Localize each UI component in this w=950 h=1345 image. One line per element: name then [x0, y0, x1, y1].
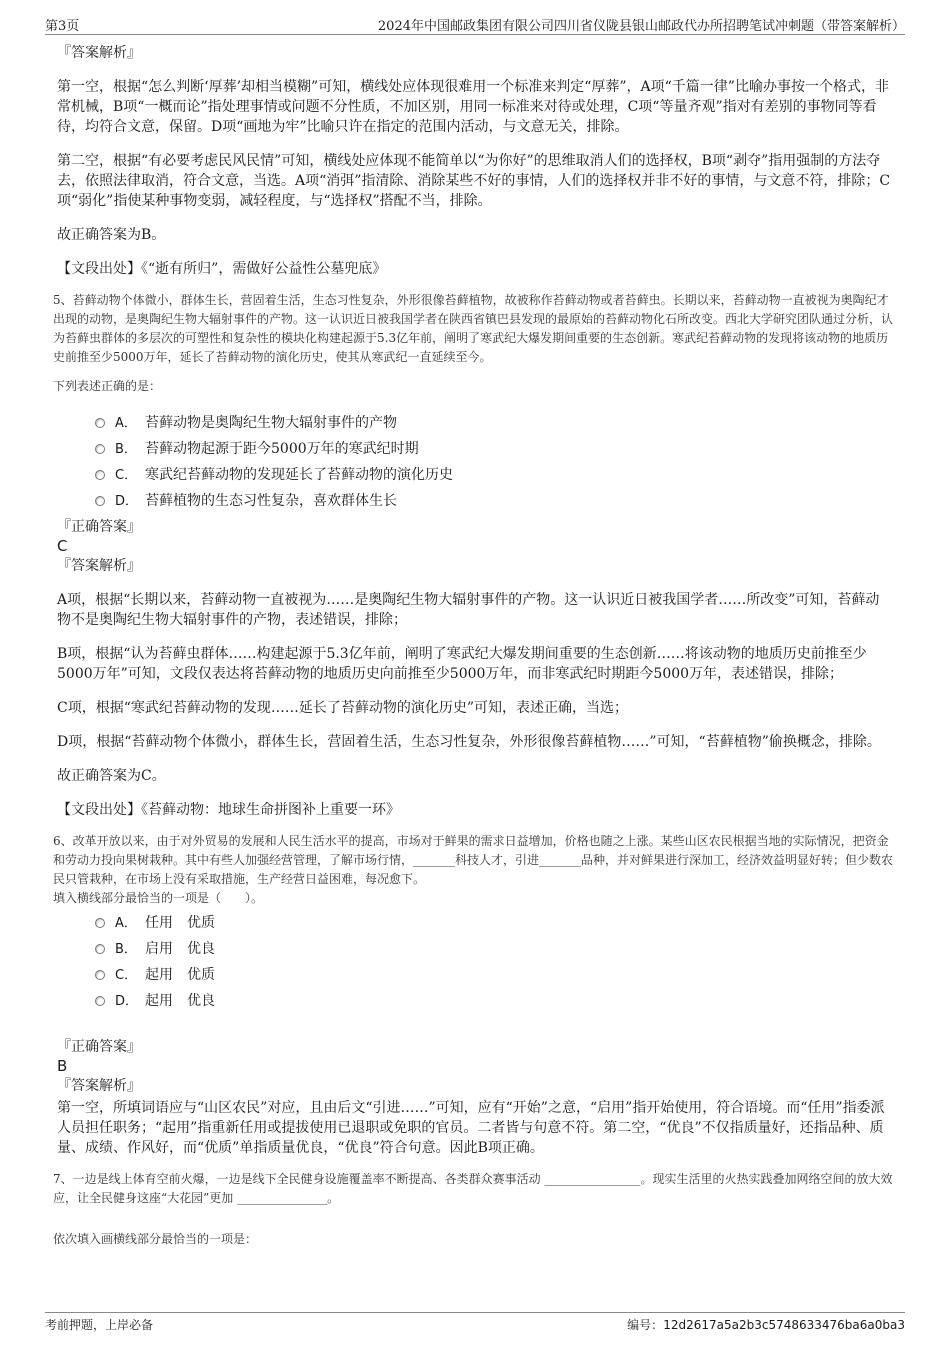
q4-analysis-paragraph: 第二空，根据“有必要考虑民风民情”可知，横线处应体现不能简单以“为你好”的思维取消人们的选择权，B项“剥夺”指用强制的方法夺去，依照法律取消，符合文意，当选。A项“消弭”指清除、消除某些不好的事情，人们的选择权并非不好的事情，与文意不符，排除；C项“弱化”指使某种事物变弱，减轻程度，与“选择权”搭配不当，排除。 — [57, 153, 891, 209]
footer-slogan: 考前押题，上岸必备 — [45, 1318, 154, 1332]
q6-prompt: 填入横线部分最恰当的一项是（ ）。 — [53, 891, 264, 905]
q6-analysis: 第一空，所填词语应与“山区农民”对应，且由后文“引进……”可知，应有“开始”之意，“启用”指开始使用，符合语境。而“任用”指委派人员担任职务；“起用”指重新任用或提拔使用已退职或免职的官员。二者皆与句意不符。第二空，“优良”不仅指质量好，还指品种、质量、成绩、作风好，而“优质”单指质量优良，“优良”符合句意。因此B项正确。 — [57, 1100, 885, 1156]
q4-source: 【文段出处】《“逝有所归”，需做好公益性公墓兜底》 — [57, 261, 387, 277]
document-code-value: 12d2617a5a2b3c5748633476ba6a0ba3 — [663, 1318, 905, 1332]
q5-option-c[interactable]: C． 寒武纪苔藓动物的发现延长了苔藓动物的演化历史 — [95, 462, 893, 488]
radio-button[interactable] — [95, 418, 105, 428]
q5-analysis-paragraph: A项，根据“长期以来，苔藓动物一直被视为……是奥陶纪生物大辐射事件的产物。这一认识近日被我国学者……所改变”可知，苔藓动物不是奥陶纪生物大辐射事件的产物，表述错误，排除； — [57, 592, 880, 628]
q5-stem: 5、苔藓动物个体微小，群体生长，营固着生活，生态习性复杂，外形很像苔藓植物，故被称作苔藓动物或者苔藓虫。长期以来，苔藓动物一直被视为奥陶纪才出现的动物，是奥陶纪生物大辐射事件的产物。这一认识近日被我国学者在陕西省镇巴县发现的最原始的苔藓动物化石所改变。西北大学研究团队通过分析，认为苔藓虫群体的多层次的可塑性和复杂性的模块化构建起源于5.3亿年前，阐明了寒武纪大爆发期间重要的生态创新。寒武纪苔藓动物的发现将该动物的地质历史前推至少5000万年，延长了苔藓动物的演化历史，使其从寒武纪一直延续至今。 — [53, 293, 894, 364]
q6-answer: B — [57, 1057, 68, 1075]
q5-answer: C — [57, 537, 68, 555]
q5-analysis-paragraph: B项，根据“认为苔藓虫群体……构建起源于5.3亿年前，阐明了寒武纪大爆发期间重要的生态创新……将该动物的地质历史前推至少5000万年”可知，文段仅表达将苔藓动物的地质历史向前推至少5000万年，而非寒武纪时期距今5000万年，表述错误，排除； — [57, 646, 867, 682]
q5-answer-label: 『正确答案』 — [57, 519, 141, 535]
q6-stem: 6、改革开放以来，由于对外贸易的发展和人民生活水平的提高，市场对于鲜果的需求日益增加，价格也随之上涨。某些山区农民根据当地的实际情况，把资金和劳动力投向果树栽种。其中有些人加强经营管理，了解市场行情，_______科技人才，引进_______品种，并对鲜果进行深加工，经济效益明显好转；但少数农民只管栽种，在市场上没有采取措施，生产经营日益困难，每况愈下。 — [53, 834, 894, 886]
radio-button[interactable] — [95, 470, 105, 480]
radio-button[interactable] — [95, 918, 105, 928]
q5-prompt: 下列表述正确的是： — [53, 379, 162, 393]
q5-analysis-label: 『答案解析』 — [57, 558, 141, 574]
q5-option-a[interactable]: A． 苔藓动物是奥陶纪生物大辐射事件的产物 — [95, 410, 893, 436]
q5-conclusion: 故正确答案为C。 — [57, 768, 166, 784]
q4-analysis-label: 『答案解析』 — [57, 45, 141, 61]
document-code — [627, 1316, 905, 1333]
q5-analysis-paragraph: D项，根据“苔藓动物个体微小，群体生长，营固着生活，生态习性复杂，外形很像苔藓植物……”可知，“苔藓植物”偷换概念，排除。 — [57, 734, 881, 750]
q5-source: 【文段出处】《苔藓动物：地球生命拼图补上重要一环》 — [57, 802, 400, 818]
q5-option-b[interactable]: B． 苔藓动物起源于距今5000万年的寒武纪时期 — [95, 436, 893, 462]
q6-option-a[interactable]: A． 任用 优质 — [95, 910, 893, 936]
q7-stem: 7、一边是线上体育空前火爆，一边是线下全民健身设施覆盖率不断提高、各类群众赛事活动 ________________。现实生活里的火热实践叠加网络空间的放大效应，让全民健身这座“大花园”更加 _______________。 — [53, 1172, 893, 1205]
radio-button[interactable] — [95, 496, 105, 506]
q4-conclusion: 故正确答案为B。 — [57, 227, 166, 243]
q6-option-d[interactable]: D． 起用 优良 — [95, 988, 893, 1014]
q6-options — [95, 910, 893, 1014]
q6-option-c[interactable]: C． 起用 优质 — [95, 962, 893, 988]
radio-button[interactable] — [95, 444, 105, 454]
q6-option-b[interactable]: B． 启用 优良 — [95, 936, 893, 962]
radio-button[interactable] — [95, 996, 105, 1006]
page-number: 第3页 — [45, 19, 80, 34]
q6-analysis-label: 『答案解析』 — [57, 1078, 141, 1094]
q5-option-d[interactable]: D． 苔藓植物的生态习性复杂，喜欢群体生长 — [95, 488, 893, 514]
page-content — [53, 44, 894, 1249]
document-title: 2024年中国邮政集团有限公司四川省仪陇县银山邮政代办所招聘笔试冲刺题（带答案解析） — [377, 19, 905, 34]
q4-analysis-paragraph: 第一空，根据“怎么判断‘厚葬’却相当模糊”可知，横线处应体现很难用一个标准来判定“厚葬”，A项“千篇一律”比喻办事按一个格式，非常机械，B项“一概而论”指处理事情或问题不分性质，不加区别，用同一标准来对待或处理，C项“等量齐观”指对有差别的事物同等看待，均符合文意，保留。D项“画地为牢”比喻只许在指定的范围内活动，与文意无关，排除。 — [57, 79, 889, 135]
q5-options — [95, 410, 893, 514]
document-code-label: 编号： — [627, 1318, 664, 1332]
q6-answer-label: 『正确答案』 — [57, 1039, 141, 1055]
radio-button[interactable] — [95, 944, 105, 954]
radio-button[interactable] — [95, 970, 105, 980]
page-footer — [45, 1312, 905, 1332]
page-header — [45, 14, 905, 35]
q7-prompt: 依次填入画横线部分最恰当的一项是： — [53, 1232, 258, 1246]
q5-analysis-paragraph: C项，根据“寒武纪苔藓动物的发现……延长了苔藓动物的演化历史”可知，表述正确，当选； — [57, 700, 629, 716]
